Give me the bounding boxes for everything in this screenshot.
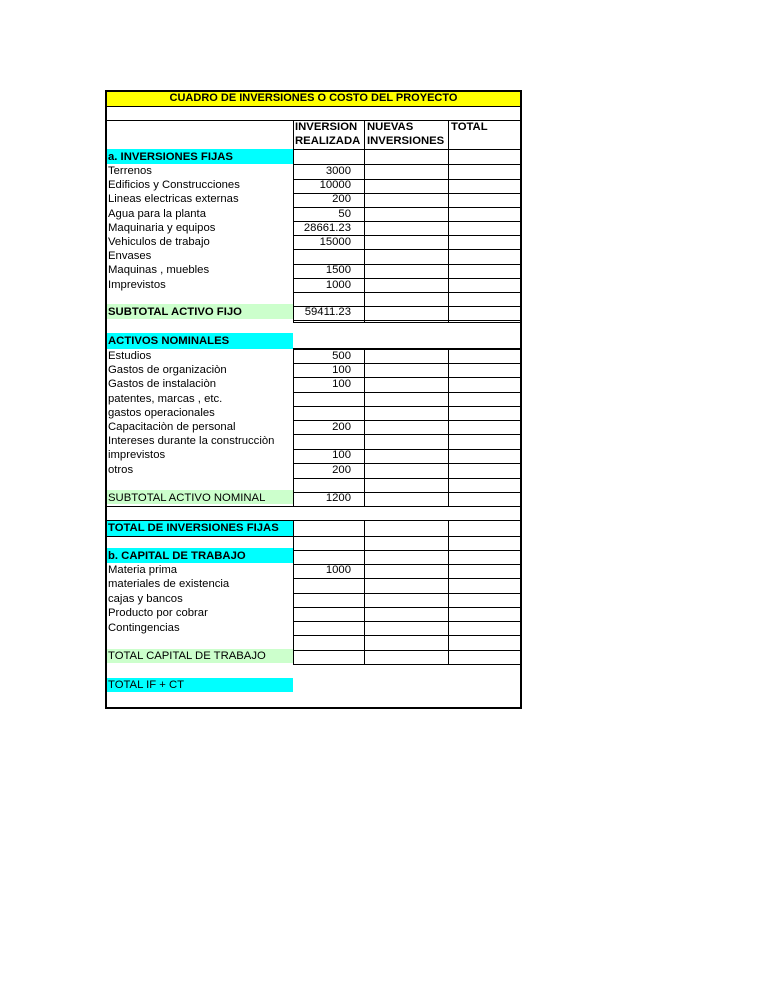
grid-line (293, 249, 522, 250)
row-label: patentes, marcas , etc. (108, 392, 223, 405)
grid-line (364, 520, 365, 664)
nominal-header: ACTIVOS NOMINALES (108, 335, 230, 347)
row-label: Lineas electricas externas (108, 193, 239, 206)
row-value: 10000 (319, 179, 351, 192)
grid-line (293, 120, 294, 322)
col-header-new-2: INVERSIONES (367, 135, 445, 147)
row-label: Gastos de instalaciòn (108, 378, 217, 391)
grid-line (293, 621, 522, 622)
row-label: materiales de existencia (108, 578, 230, 591)
row-value: 100 (332, 364, 351, 377)
grid-line (105, 536, 522, 537)
grid-line (293, 478, 522, 479)
fixed-header: a. INVERSIONES FIJAS (108, 151, 233, 163)
row-value: 200 (332, 421, 351, 433)
row-label: Imprevistos (108, 278, 166, 291)
row-label: imprevistos (108, 449, 166, 462)
grid-line (364, 120, 365, 322)
grid-line (293, 149, 522, 150)
grid-line (293, 292, 522, 293)
grid-line (293, 664, 522, 665)
col-header-total: TOTAL (451, 121, 488, 133)
row-label: Vehiculos de trabajo (108, 236, 210, 248)
total-fixed-label: TOTAL DE INVERSIONES FIJAS (108, 522, 279, 534)
grid-line (293, 593, 522, 594)
grid-line (105, 106, 522, 107)
nominal-subtotal-value: 1200 (325, 492, 351, 504)
row-label: Maquinaria y equipos (108, 221, 216, 234)
grand-total-label: TOTAL IF + CT (108, 679, 185, 691)
nominal-subtotal-label: SUBTOTAL ACTIVO NOMINAL (108, 492, 266, 504)
row-value: 1000 (325, 278, 351, 291)
grid-line (364, 348, 365, 506)
row-value: 28661.23 (303, 221, 351, 234)
row-label: Materia prima (108, 564, 178, 576)
row-label: Contingencias (108, 621, 180, 634)
fixed-subtotal-label: SUBTOTAL ACTIVO FIJO (108, 306, 242, 318)
col-header-invested-1: INVERSION (295, 121, 358, 133)
row-value: 200 (332, 193, 351, 206)
grid-line (293, 322, 522, 323)
row-value: 1000 (325, 564, 351, 576)
grid-line (293, 635, 522, 636)
row-label: Maquinas , muebles (108, 264, 210, 277)
row-value: 3000 (325, 165, 351, 177)
row-label: Intereses durante la construcciòn (108, 435, 275, 448)
grid-line (293, 650, 522, 651)
row-label: Capacitaciòn de personal (108, 421, 236, 433)
grid-line (293, 434, 522, 435)
col-header-new-1: NUEVAS (367, 121, 414, 133)
row-value: 1500 (325, 264, 351, 277)
grid-line (448, 520, 449, 664)
working-header: b. CAPITAL DE TRABAJO (108, 550, 246, 562)
working-total-label: TOTAL CAPITAL DE TRABAJO (108, 650, 266, 662)
col-header-invested-2: REALIZADA (295, 135, 361, 147)
grid-line (293, 550, 522, 551)
grid-line (293, 392, 522, 393)
fixed-subtotal-value: 59411.23 (304, 306, 351, 318)
row-value: 100 (332, 449, 351, 462)
grid-line (293, 348, 294, 506)
row-label: Producto por cobrar (108, 607, 208, 620)
row-value: 200 (332, 463, 351, 476)
row-value: 50 (338, 207, 351, 220)
row-value: 500 (332, 350, 351, 362)
row-label: Gastos de organizaciòn (108, 364, 227, 377)
row-label: otros (108, 463, 134, 476)
row-value: 15000 (319, 236, 351, 248)
row-label: Agua para la planta (108, 207, 206, 220)
investment-spreadsheet (105, 90, 522, 709)
grid-line (293, 578, 522, 579)
sheet-title: CUADRO DE INVERSIONES O COSTO DEL PROYECTO (169, 92, 458, 104)
grid-line (293, 406, 522, 407)
grid-line (293, 506, 522, 507)
row-label: Estudios (108, 350, 152, 362)
grid-line (448, 348, 449, 506)
row-label: Edificios y Construcciones (108, 179, 240, 192)
row-label: Terrenos (108, 165, 152, 177)
row-label: cajas y bancos (108, 592, 183, 605)
grid-line (293, 520, 294, 664)
grid-line (293, 607, 522, 608)
grid-line (448, 120, 449, 322)
grid-line (293, 320, 522, 321)
row-label: gastos operacionales (108, 406, 215, 419)
row-value: 100 (332, 378, 351, 391)
row-label: Envases (108, 250, 152, 263)
